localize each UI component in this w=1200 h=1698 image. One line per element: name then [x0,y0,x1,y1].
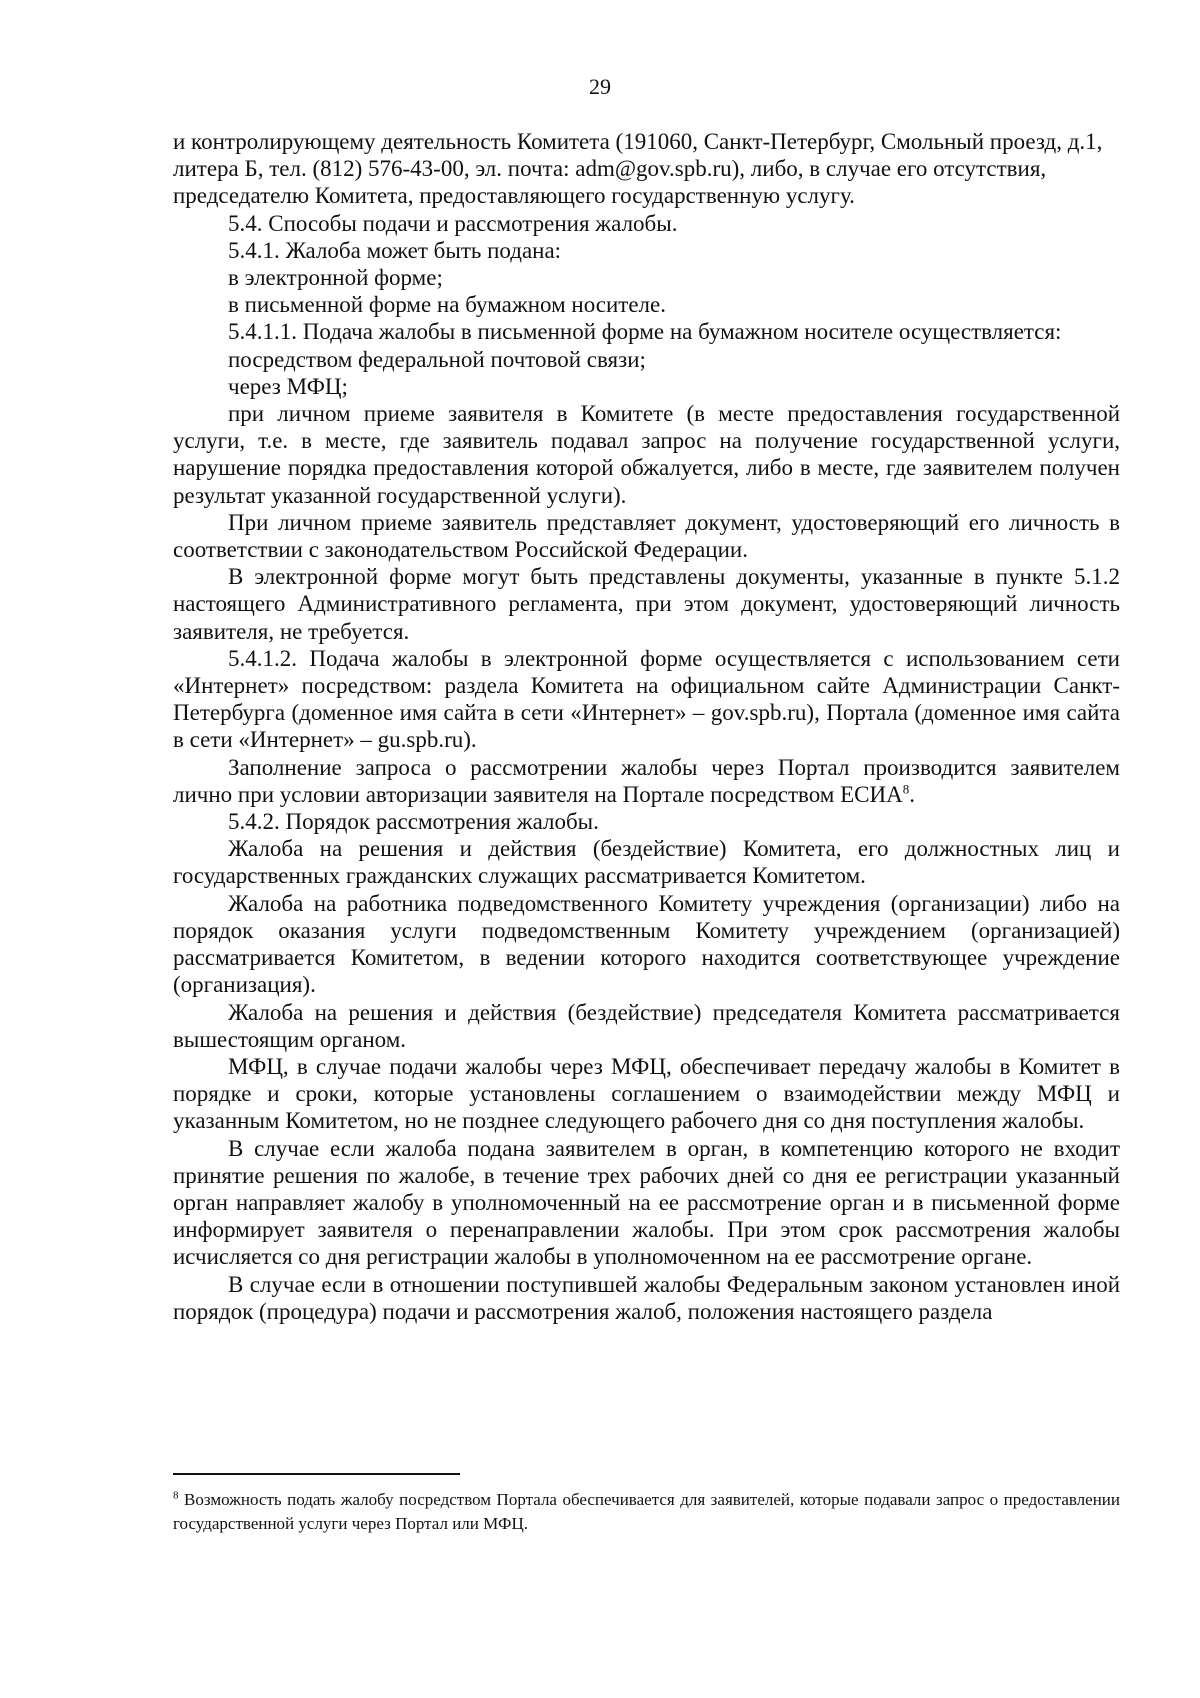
paragraph-esia-text: Заполнение запроса о рассмотрении жалобы через Портал производится заявителем лично при условии авторизации заявителя на Портале посредством ЕСИА [173,754,1120,807]
paragraph: В электронной форме могут быть представлены документы, указанные в пункте 5.1.2 настоящего Административного регламента, при этом документ, удостоверяющий личность заявителя, не требуется. [173,564,1120,644]
paragraph: посредством федеральной почтовой связи; [228,346,646,372]
paragraph: в письменной форме на бумажном носителе. [228,292,666,318]
paragraph: 5.4.1. Жалоба может быть подана: [228,237,562,263]
footnote-marker: 8 [173,1489,179,1502]
paragraph: 5.4.1.1. Подача жалобы в письменной форме на бумажном носителе осуществляется: [228,319,1062,345]
footnote-separator [173,1473,460,1475]
footnote-reference[interactable]: 8 [902,781,910,797]
page-number: 29 [589,74,611,99]
paragraph: В случае если в отношении поступившей жалобы Федеральным законом установлен иной порядок (процедура) подачи и рассмотрения жалоб, положения настоящего раздела [173,1271,1120,1324]
paragraph: в электронной форме; [228,265,443,291]
paragraph: при личном приеме заявителя в Комитете (в месте предоставления государственной услуги, т.е. в месте, где заявитель подавал запрос на получение государственной услуги, нарушение порядка предоставления которой обжалуется, либо в месте, где заявителем получен результат указанной государственной услуги). [173,401,1120,508]
body-text [173,128,1120,1325]
paragraph: и контролирующему деятельность Комитета (191060, Санкт-Петербург, Смольный проезд, д.1, литера Б, тел. (812) 576-43-00, эл. почта: adm@gov.spb.ru), либо, в случае его отсутствия, председателю Комитета, предоставляющего государственную услугу. [173,129,1103,209]
paragraph: В случае если жалоба подана заявителем в орган, в компетенцию которого не входит принятие решения по жалобе, в течение трех рабочих дней со дня ее регистрации указанный орган направляет жалобу в уполномоченный на ее рассмотрение орган и в письменной форме информирует заявителя о перенаправлении жалобы. При этом срок рассмотрения жалобы исчисляется со дня регистрации жалобы в уполномоченном на ее рассмотрение органе. [173,1135,1120,1270]
paragraph: При личном приеме заявитель представляет документ, удостоверяющий его личность в соответствии с законодательством Российской Федерации. [173,509,1120,563]
paragraph: Жалоба на решения и действия (бездействие) председателя Комитета рассматривается вышестоящим органом. [173,999,1120,1052]
paragraph: 5.4.1.2. Подача жалобы в электронной форме осуществляется с использованием сети «Интернет» посредством: раздела Комитета на официальном сайте Администрации Санкт-Петербурга (доменное имя сайта в сети «Интернет» – gov.spb.ru), Портала (доменное имя сайта в сети «Интернет» – gu.spb.ru). [173,645,1120,753]
paragraph: Жалоба на решения и действия (бездействие) Комитета, его должностных лиц и государственных гражданских служащих рассматривается Комитетом. [173,836,1120,889]
paragraph: 5.4. Способы подачи и рассмотрения жалобы. [228,210,678,236]
paragraph: 5.4.2. Порядок рассмотрения жалобы. [228,809,599,835]
footnote [173,1488,1120,1536]
footnote-text: Возможность подать жалобу посредством Портала обеспечивается для заявителей, которые подавали запрос о предоставлении государственной услуги через Портал или МФЦ. [173,1490,1120,1533]
paragraph-esia-end: . [909,781,915,807]
paragraph: Жалоба на работника подведомственного Комитету учреждения (организации) либо на порядок оказания услуги подведомственным Комитету учреждением (организацией) рассматривается Комитетом, в ведении которого находится соответствующее учреждение (организация). [173,890,1120,998]
paragraph: через МФЦ; [228,373,348,399]
paragraph-esia [173,754,1120,808]
paragraph: МФЦ, в случае подачи жалобы через МФЦ, обеспечивает передачу жалобы в Комитет в порядке и сроки, которые установлены соглашением о взаимодействии между МФЦ и указанным Комитетом, но не позднее следующего рабочего дня со дня поступления жалобы. [173,1053,1120,1134]
